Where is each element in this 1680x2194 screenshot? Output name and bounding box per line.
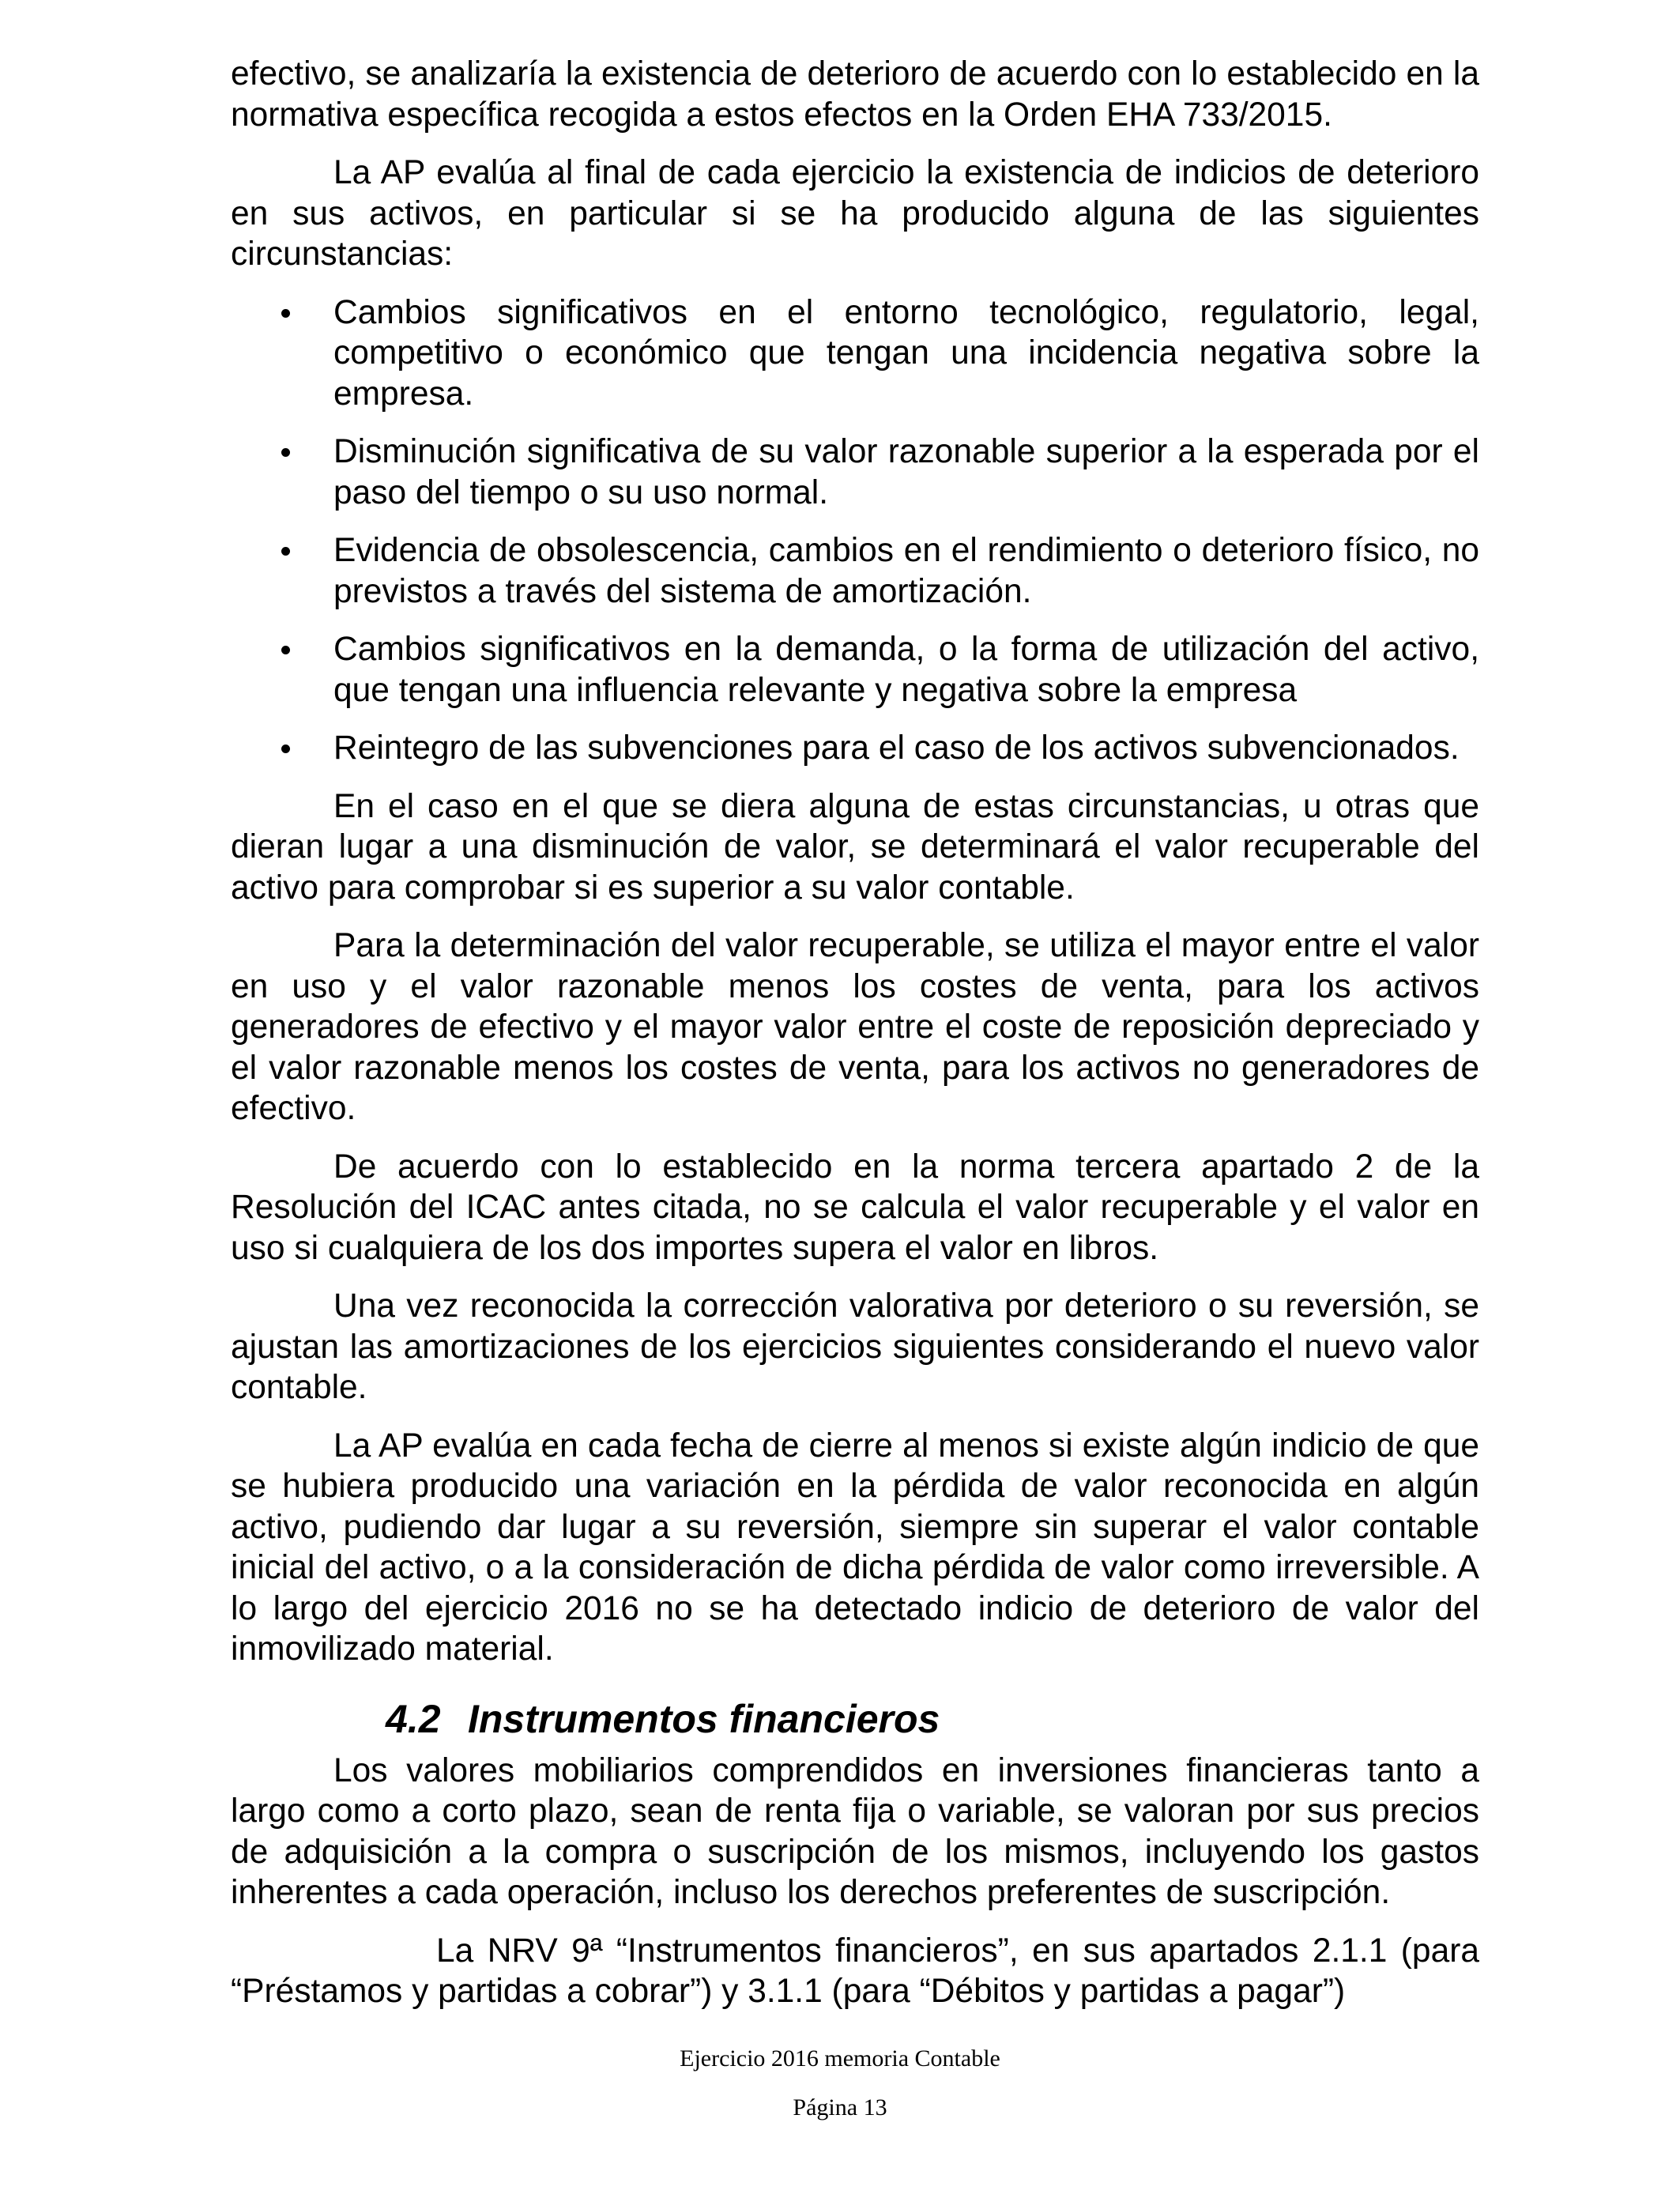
page-body	[231, 54, 1479, 2012]
paragraph: Una vez reconocida la corrección valorativa por deterioro o su reversión, se ajustan las amortizaciones de los ejercicios siguientes considerando el nuevo valor contable.	[231, 1287, 1479, 1406]
section-title: Instrumentos financieros	[468, 1696, 940, 1741]
list-item	[231, 728, 1479, 769]
paragraph: La AP evalúa en cada fecha de cierre al menos si existe algún indicio de que se hubiera producido una variación en la pérdida de valor reconocida en algún activo, pudiendo dar lugar a su reversión, siempre sin superar el valor contable inicial del activo, o a la consideración de dicha pérdida de valor como irreversible. A lo largo del ejercicio 2016 no se ha detectado indicio de deterioro de valor del inmovilizado material.	[231, 1427, 1479, 1668]
section-number: 4.2	[386, 1696, 441, 1741]
page-footer-title: Ejercicio 2016 memoria Contable	[680, 2045, 1000, 2071]
list-item-text: Cambios significativos en la demanda, o la forma de utilización del activo, que tengan una influencia relevante y negativa sobre la empresa	[333, 631, 1479, 709]
bullet-icon	[281, 309, 290, 318]
list-item-text: Reintegro de las subvenciones para el caso de los activos subvencionados.	[333, 729, 1460, 767]
paragraph: De acuerdo con lo establecido en la norma tercera apartado 2 de la Resolución del ICAC antes citada, no se calcula el valor recuperable y el valor en uso si cualquiera de los dos importes supera el valor en libros.	[231, 1148, 1479, 1267]
list-item-text: Evidencia de obsolescencia, cambios en el rendimiento o deterioro físico, no previstos a través del sistema de amortización.	[333, 532, 1479, 610]
list-item	[231, 432, 1479, 513]
paragraph: Para la determinación del valor recuperable, se utiliza el mayor entre el valor en uso y el valor razonable menos los costes de venta, para los activos generadores de efectivo y el mayor valor entre el coste de reposición depreciado y el valor razonable menos los costes de venta, para los activos no generadores de efectivo.	[231, 927, 1479, 1127]
list-item	[231, 292, 1479, 415]
paragraph: En el caso en el que se diera alguna de estas circunstancias, u otras que dieran lugar a una disminución de valor, se determinará el valor recuperable del activo para comprobar si es superior a su valor contable.	[231, 787, 1479, 907]
paragraph: La AP evalúa al final de cada ejercicio la existencia de indicios de deterioro en sus activos, en particular si se ha producido alguna de las siguientes circunstancias:	[231, 154, 1479, 273]
page-number: Página 13	[793, 2094, 887, 2120]
list-item-text: Cambios significativos en el entorno tecnológico, regulatorio, legal, competitivo o económico que tengan una incidencia negativa sobre la empresa.	[333, 293, 1479, 413]
bullet-icon	[281, 448, 290, 457]
paragraph: efectivo, se analizaría la existencia de deterioro de acuerdo con lo establecido en la normativa específica recogida a estos efectos en la Orden EHA 733/2015.	[231, 55, 1479, 134]
list-item	[231, 629, 1479, 711]
section-heading	[231, 1695, 1479, 1743]
bullet-icon	[281, 646, 290, 654]
list-item-text: Disminución significativa de su valor razonable superior a la esperada por el paso del tiempo o su uso normal.	[333, 433, 1479, 511]
bullet-list	[231, 292, 1479, 769]
bullet-icon	[281, 547, 290, 556]
bullet-icon	[281, 745, 290, 753]
paragraph: Los valores mobiliarios comprendidos en inversiones financieras tanto a largo como a corto plazo, sean de renta fija o variable, se valoran por sus precios de adquisición a la compra o suscripción de los mismos, incluyendo los gastos inherentes a cada operación, incluso los derechos preferentes de suscripción.	[231, 1751, 1479, 1911]
paragraph: La NRV 9ª “Instrumentos financieros”, en sus apartados 2.1.1 (para “Préstamos y partidas a cobrar”) y 3.1.1 (para “Débitos y partidas a pagar”)	[231, 1932, 1479, 2010]
list-item	[231, 530, 1479, 612]
